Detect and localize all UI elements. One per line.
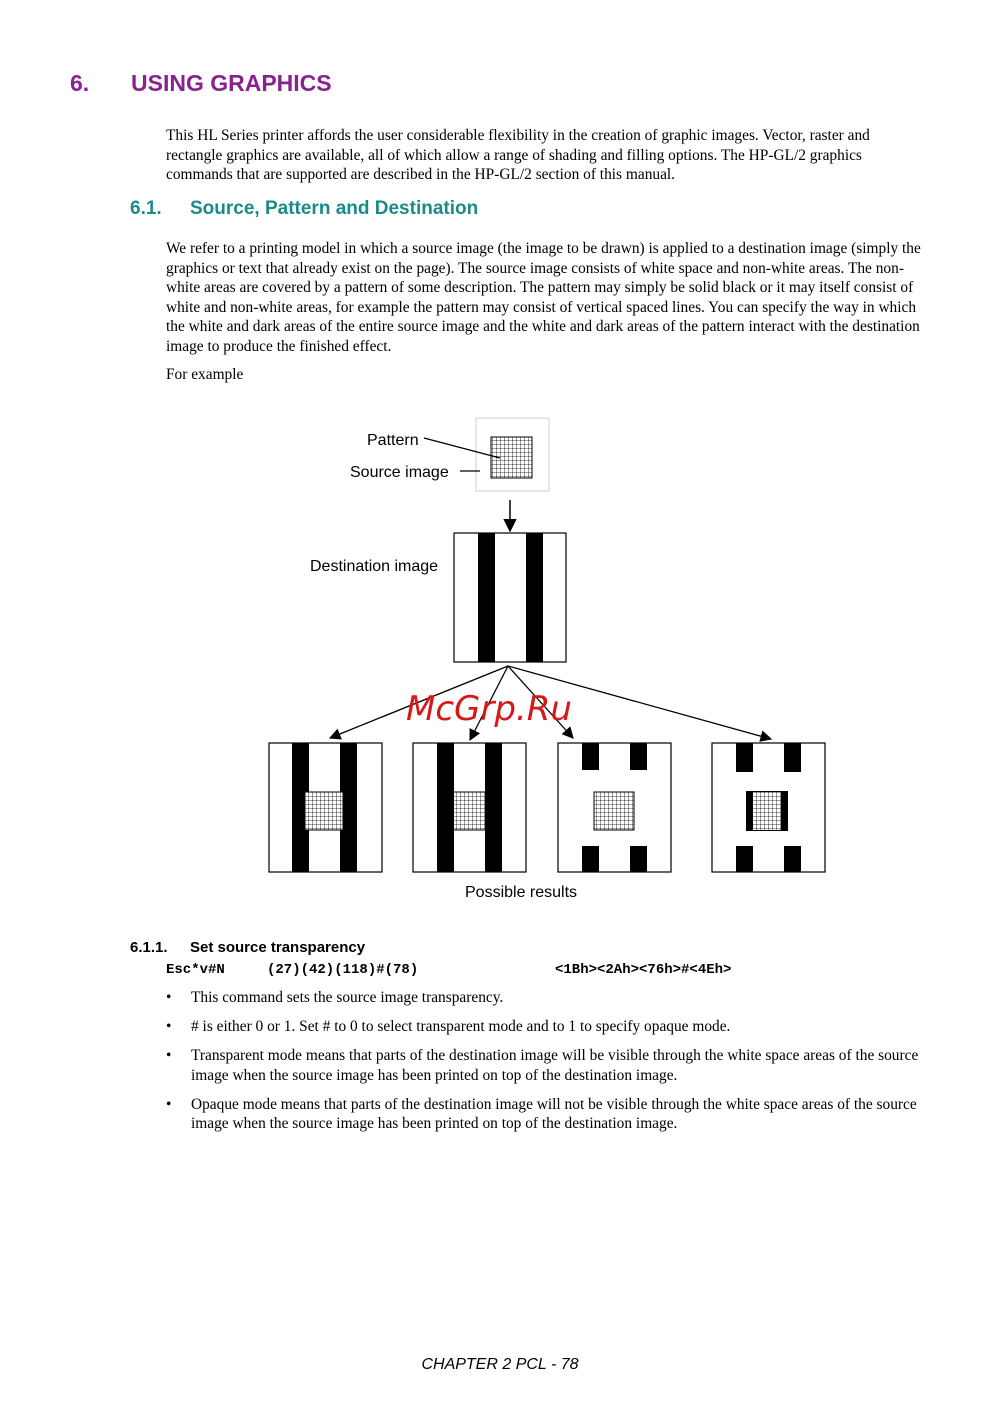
bullet-text: This command sets the source image transparency.: [191, 989, 504, 1006]
command-name: Esc*v#N: [166, 962, 225, 978]
page-footer: CHAPTER 2 PCL - 78: [421, 1356, 579, 1373]
subsection-number: 6.1.: [130, 198, 162, 219]
list-item: [166, 988, 926, 1008]
subsubsection-title: Set source transparency: [190, 939, 366, 956]
bullet-text: # is either 0 or 1. Set # to 0 to select transparent mode and to 1 to specify opaque mode.: [191, 1018, 731, 1036]
result-image-4: [712, 743, 825, 872]
bullet-symbol: •: [166, 1047, 172, 1065]
intro-paragraph: This HL Series printer affords the user considerable flexibility in the creation of graphic images. Vector, raster and rectangle graphics are available, all of which allow a range of shading and filling options. The HP-GL/2 graphics commands that are supported are described in the HP-GL/2 section of this manual.: [166, 127, 870, 184]
bullet-symbol: •: [166, 989, 172, 1006]
result-image-3: [558, 743, 671, 872]
destination-image-label: Destination image: [310, 558, 439, 575]
subsubsection-number: 6.1.1.: [130, 939, 168, 956]
bullet-symbol: •: [166, 1095, 172, 1113]
example-label: For example: [166, 366, 244, 383]
list-item: [166, 1046, 926, 1085]
bullet-symbol: •: [166, 1018, 172, 1036]
list-item: [166, 1017, 926, 1037]
source-pattern-destination-diagram: [0, 400, 1000, 920]
command-hex: <1Bh><2Ah><76h>#<4Eh>: [555, 962, 732, 978]
subsection-title: Source, Pattern and Destination: [190, 198, 479, 219]
model-paragraph: We refer to a printing model in which a source image (the image to be drawn) is applied to a destination image (simply the graphics or text that already exist on the page). The source image consists of white space and non-white areas. The non-white areas are covered by a pattern of some description. The pattern may simply be solid black or it may itself consist of white and non-white areas, for example the pattern may consist of vertical spaced lines. You can specify the way in which the white and dark areas of the entire source image and the white and dark areas of the pattern interact with the destination image to produce the finished effect.: [166, 240, 921, 355]
possible-results-label: Possible results: [465, 884, 578, 901]
pattern-label: Pattern: [367, 432, 419, 449]
result-image-2: [413, 743, 526, 872]
list-item: [166, 1095, 926, 1134]
destination-image: [454, 533, 566, 662]
source-image-label: Source image: [350, 464, 449, 481]
command-decimal: (27)(42)(118)#(78): [267, 962, 419, 978]
section-title: USING GRAPHICS: [131, 70, 332, 96]
section-number: 6.: [70, 70, 90, 96]
result-image-1: [269, 743, 382, 872]
bullet-text: Opaque mode means that parts of the destination image will not be visible through the white space areas of the source image when the source image has been printed on top of the destination image.: [191, 1095, 917, 1133]
watermark: McGrp.Ru: [406, 689, 572, 729]
bullet-text: Transparent mode means that parts of the destination image will be visible through the white space areas of the source image when the source image has been printed on top of the destination image.: [191, 1047, 919, 1084]
bullet-list: [166, 988, 926, 1144]
